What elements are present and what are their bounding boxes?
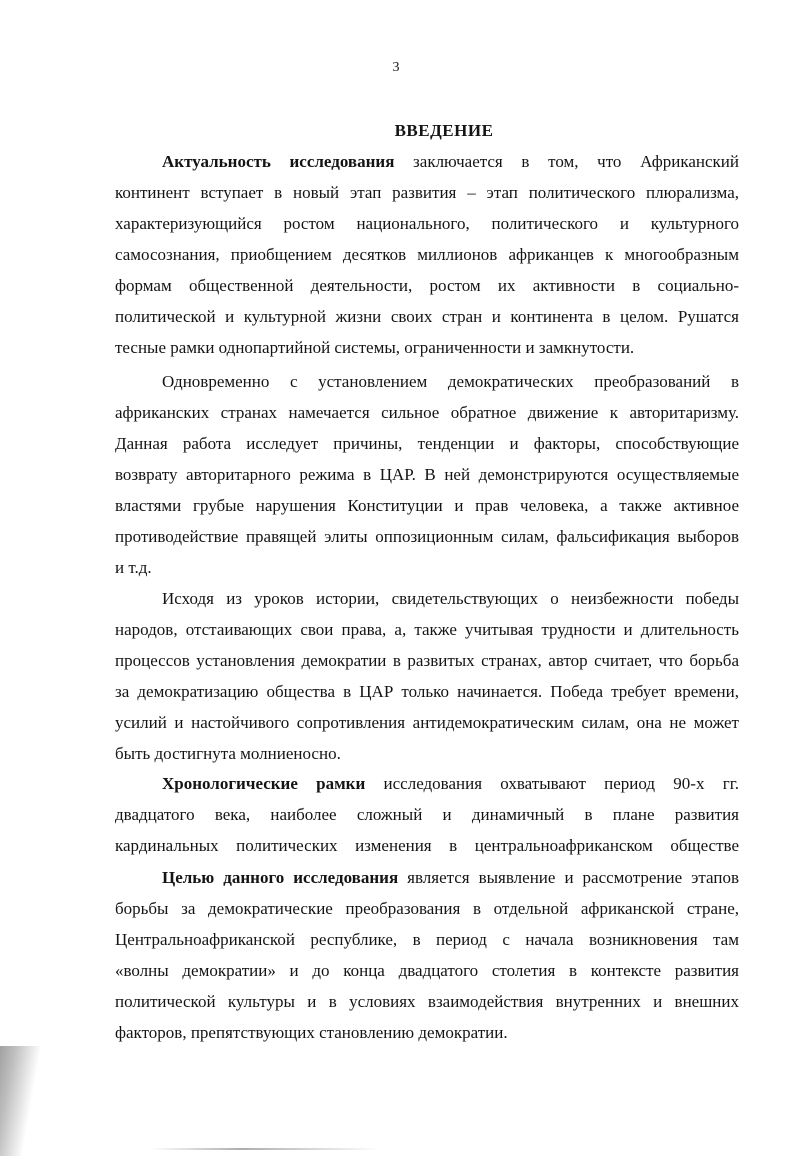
paragraph-line: политической и культурной жизни своих стран и континента в целом. Рушатся <box>115 307 739 326</box>
paragraph-authoritarianism <box>115 366 739 583</box>
paragraph-line: за демократизацию общества в ЦАР только начинается. Победа требует времени, <box>115 682 739 701</box>
paragraph-line: африканских странах намечается сильное обратное движение к авторитаризму. <box>115 403 739 422</box>
paragraph-line: Исходя из уроков истории, свидетельствующих о неизбежности победы <box>162 589 739 608</box>
paragraph-line: быть достигнута молниеносно. <box>115 744 341 763</box>
paragraph-line: «волны демократии» и до конца двадцатого столетия в контексте развития <box>115 961 739 980</box>
paragraph-line: характеризующийся ростом национального, политического и культурного <box>115 214 739 233</box>
paragraph-line: континент вступает в новый этап развития – этап политического плюрализма, <box>115 183 739 202</box>
paragraph-line: Данная работа исследует причины, тенденции и факторы, способствующие <box>115 434 739 453</box>
page-number: 3 <box>392 60 400 75</box>
paragraph-relevance <box>115 146 739 363</box>
bold-term: Актуальность исследования <box>162 152 395 171</box>
paragraph-line: борьбы за демократические преобразования в отдельной африканской стране, <box>115 899 739 918</box>
paragraph-chronological-scope <box>115 768 739 861</box>
paragraph-line: Одновременно с установлением демократических преобразований в <box>162 372 739 391</box>
paragraph-line: усилий и настойчивого сопротивления антидемократическим силам, она не может <box>115 713 739 732</box>
paragraph-history-lessons <box>115 583 739 769</box>
paragraph-line: Целью данного исследования является выявление и рассмотрение этапов <box>162 868 739 887</box>
paragraph-line: и т.д. <box>115 558 152 577</box>
paragraph-line: формам общественной деятельности, ростом их активности в социально- <box>115 276 739 295</box>
scan-artifact-line <box>150 1148 380 1150</box>
paragraph-line: самосознания, приобщением десятков миллионов африканцев к многообразным <box>115 245 739 264</box>
paragraph-line: властями грубые нарушения Конституции и прав человека, а также активное <box>115 496 739 515</box>
paragraph-line: факторов, препятствующих становлению демократии. <box>115 1023 508 1042</box>
paragraph-line: возврату авторитарного режима в ЦАР. В ней демонстрируются осуществляемые <box>115 465 739 484</box>
paragraph-line: противодействие правящей элиты оппозиционным силам, фальсификация выборов <box>115 527 739 546</box>
paragraph-line: тесные рамки однопартийной системы, ограниченности и замкнутости. <box>115 338 635 357</box>
paragraph-line: Центральноафриканской республике, в период с начала возникновения там <box>115 930 739 949</box>
paragraph-research-goal <box>115 862 739 1048</box>
paragraph-line: двадцатого века, наиболее сложный и динамичный в плане развития <box>115 805 739 824</box>
scan-edge-shadow <box>0 1046 40 1156</box>
paragraph-line: процессов установления демократии в развитых странах, автор считает, что борьба <box>115 651 739 670</box>
section-title: ВВЕДЕНИЕ <box>394 121 494 140</box>
paragraph-line: кардинальных политических изменения в центральноафриканском обществе <box>115 836 739 855</box>
paragraph-line: Актуальность исследования заключается в том, что Африканский <box>162 152 739 171</box>
paragraph-line: Хронологические рамки исследования охватывают период 90-х гг. <box>162 774 740 793</box>
paragraph-line: политической культуры и в условиях взаимодействия внутренних и внешних <box>115 992 739 1011</box>
bold-term: Хронологические рамки <box>162 774 366 793</box>
paragraph-line: народов, отстаивающих свои права, а, также учитывая трудности и длительность <box>115 620 739 639</box>
bold-term: Целью данного исследования <box>162 868 399 887</box>
